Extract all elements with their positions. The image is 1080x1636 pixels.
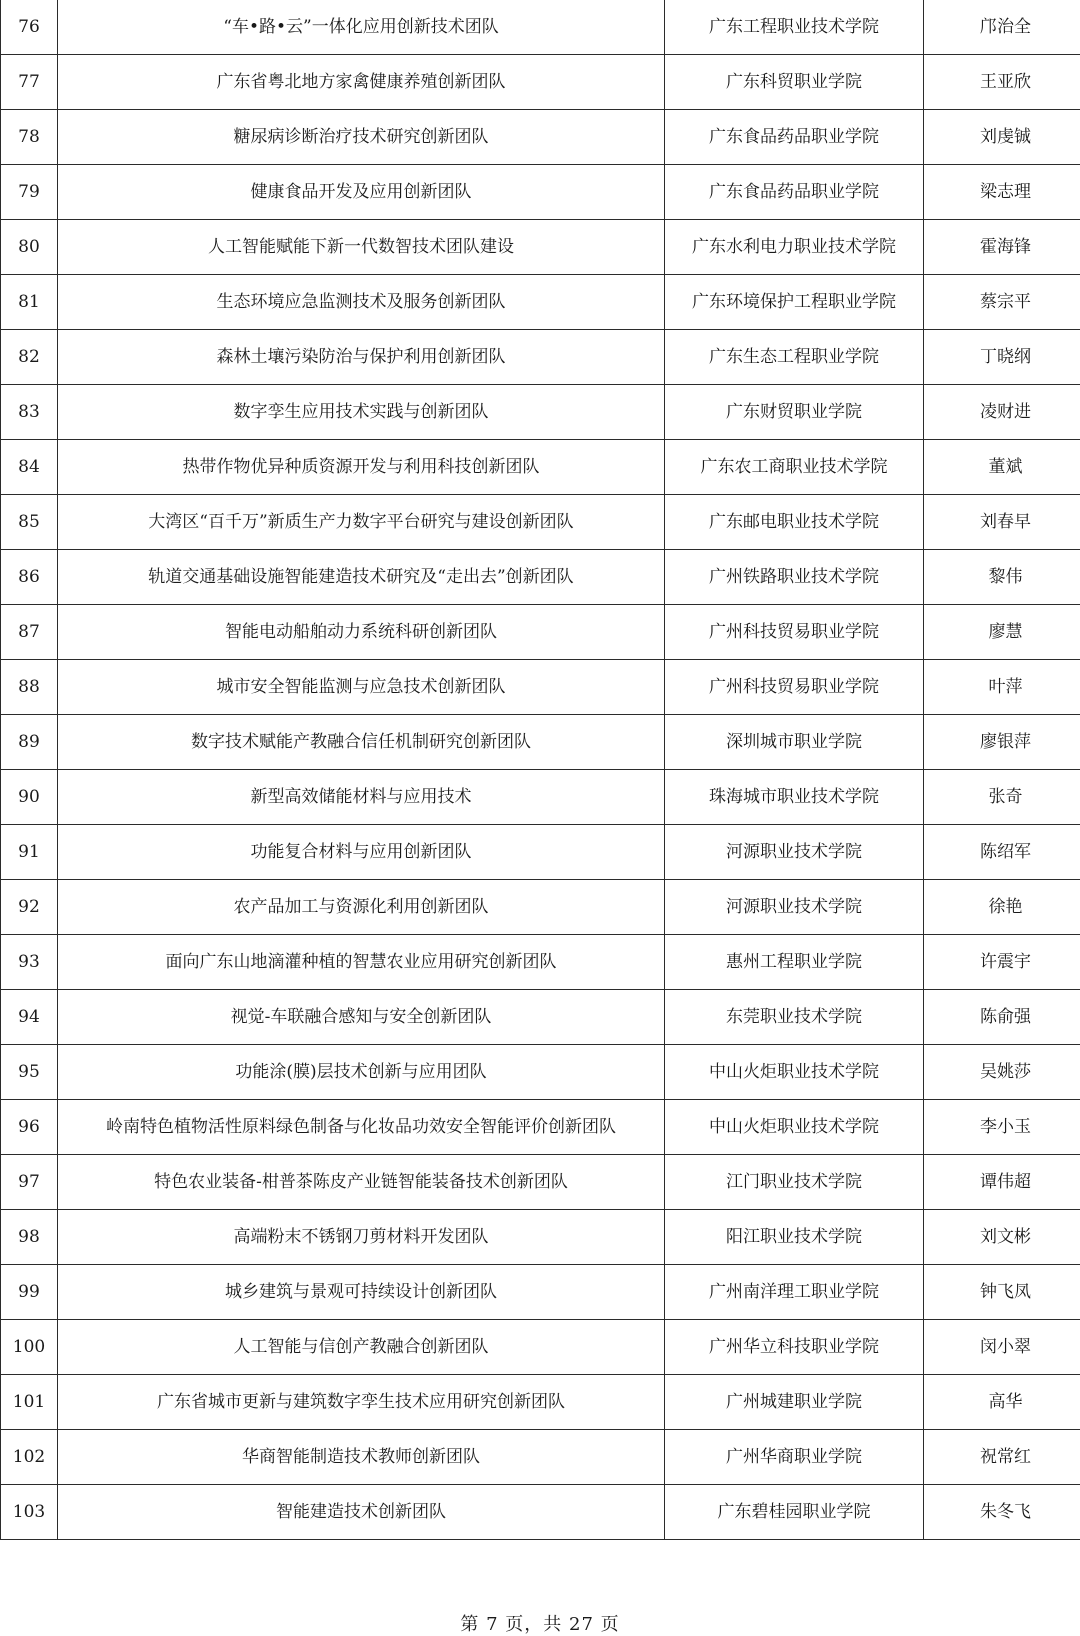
row-number: 81 [1, 275, 58, 330]
team-leader: 陈俞强 [924, 990, 1080, 1045]
school-name: 广东碧桂园职业学院 [665, 1485, 924, 1540]
team-name: 面向广东山地滴灌种植的智慧农业应用研究创新团队 [58, 935, 665, 990]
team-leader: 廖慧 [924, 605, 1080, 660]
team-leader: 张奇 [924, 770, 1080, 825]
team-leader: 梁志理 [924, 165, 1080, 220]
row-number: 89 [1, 715, 58, 770]
school-name: 中山火炬职业技术学院 [665, 1100, 924, 1155]
school-name: 广州科技贸易职业学院 [665, 605, 924, 660]
table-row [1, 1210, 1080, 1265]
team-name: 轨道交通基础设施智能建造技术研究及“走出去”创新团队 [58, 550, 665, 605]
row-number: 77 [1, 55, 58, 110]
row-number: 101 [1, 1375, 58, 1430]
team-leader: 叶萍 [924, 660, 1080, 715]
team-roster-body [1, 0, 1080, 1540]
school-name: 广州南洋理工职业学院 [665, 1265, 924, 1320]
team-name: 生态环境应急监测技术及服务创新团队 [58, 275, 665, 330]
team-name: 农产品加工与资源化利用创新团队 [58, 880, 665, 935]
team-leader: 王亚欣 [924, 55, 1080, 110]
team-leader: 吴姚莎 [924, 1045, 1080, 1100]
row-number: 87 [1, 605, 58, 660]
school-name: 广东环境保护工程职业学院 [665, 275, 924, 330]
team-name: 人工智能赋能下新一代数智技术团队建设 [58, 220, 665, 275]
team-leader: 李小玉 [924, 1100, 1080, 1155]
school-name: 珠海城市职业技术学院 [665, 770, 924, 825]
table-row [1, 1155, 1080, 1210]
table-row [1, 770, 1080, 825]
team-name: 大湾区“百千万”新质生产力数字平台研究与建设创新团队 [58, 495, 665, 550]
team-name: 广东省粤北地方家禽健康养殖创新团队 [58, 55, 665, 110]
row-number: 86 [1, 550, 58, 605]
table-row [1, 220, 1080, 275]
school-name: 广州华立科技职业学院 [665, 1320, 924, 1375]
school-name: 阳江职业技术学院 [665, 1210, 924, 1265]
school-name: 中山火炬职业技术学院 [665, 1045, 924, 1100]
table-row [1, 55, 1080, 110]
school-name: 广东财贸职业学院 [665, 385, 924, 440]
row-number: 98 [1, 1210, 58, 1265]
team-leader: 霍海锋 [924, 220, 1080, 275]
team-name: 数字技术赋能产教融合信任机制研究创新团队 [58, 715, 665, 770]
table-row [1, 0, 1080, 55]
team-name: 人工智能与信创产教融合创新团队 [58, 1320, 665, 1375]
team-leader: 徐艳 [924, 880, 1080, 935]
team-name: 热带作物优异种质资源开发与利用科技创新团队 [58, 440, 665, 495]
school-name: 广东食品药品职业学院 [665, 110, 924, 165]
team-leader: 高华 [924, 1375, 1080, 1430]
school-name: 深圳城市职业学院 [665, 715, 924, 770]
school-name: 广东水利电力职业技术学院 [665, 220, 924, 275]
team-name: “车•路•云”一体化应用创新技术团队 [58, 0, 665, 55]
table-row [1, 660, 1080, 715]
team-name: 健康食品开发及应用创新团队 [58, 165, 665, 220]
table-row [1, 165, 1080, 220]
team-leader: 钟飞凤 [924, 1265, 1080, 1320]
team-leader: 闵小翠 [924, 1320, 1080, 1375]
table-row [1, 1430, 1080, 1485]
table-row [1, 110, 1080, 165]
table-row [1, 385, 1080, 440]
team-leader: 廖银萍 [924, 715, 1080, 770]
row-number: 85 [1, 495, 58, 550]
team-leader: 丁晓纲 [924, 330, 1080, 385]
team-name: 智能电动船舶动力系统科研创新团队 [58, 605, 665, 660]
row-number: 80 [1, 220, 58, 275]
table-row [1, 1375, 1080, 1430]
table-row [1, 605, 1080, 660]
row-number: 76 [1, 0, 58, 55]
table-row [1, 825, 1080, 880]
school-name: 广州城建职业学院 [665, 1375, 924, 1430]
team-name: 高端粉末不锈钢刀剪材料开发团队 [58, 1210, 665, 1265]
table-row [1, 990, 1080, 1045]
team-leader: 祝常红 [924, 1430, 1080, 1485]
school-name: 东莞职业技术学院 [665, 990, 924, 1045]
team-leader: 陈绍军 [924, 825, 1080, 880]
row-number: 102 [1, 1430, 58, 1485]
row-number: 88 [1, 660, 58, 715]
team-name: 视觉-车联融合感知与安全创新团队 [58, 990, 665, 1045]
table-row [1, 1485, 1080, 1540]
team-name: 数字孪生应用技术实践与创新团队 [58, 385, 665, 440]
school-name: 广东科贸职业学院 [665, 55, 924, 110]
team-name: 森林土壤污染防治与保护利用创新团队 [58, 330, 665, 385]
team-leader: 蔡宗平 [924, 275, 1080, 330]
school-name: 广东邮电职业技术学院 [665, 495, 924, 550]
row-number: 83 [1, 385, 58, 440]
school-name: 惠州工程职业学院 [665, 935, 924, 990]
page-footer: 第 7 页，共 27 页 [0, 1610, 1080, 1636]
table-row [1, 495, 1080, 550]
team-name: 功能涂(膜)层技术创新与应用团队 [58, 1045, 665, 1100]
team-name: 城乡建筑与景观可持续设计创新团队 [58, 1265, 665, 1320]
table-row [1, 715, 1080, 770]
team-name: 华商智能制造技术教师创新团队 [58, 1430, 665, 1485]
row-number: 100 [1, 1320, 58, 1375]
school-name: 广州华商职业学院 [665, 1430, 924, 1485]
row-number: 103 [1, 1485, 58, 1540]
team-name: 新型高效储能材料与应用技术 [58, 770, 665, 825]
row-number: 94 [1, 990, 58, 1045]
row-number: 96 [1, 1100, 58, 1155]
team-name: 特色农业装备-柑普茶陈皮产业链智能装备技术创新团队 [58, 1155, 665, 1210]
team-name: 糖尿病诊断治疗技术研究创新团队 [58, 110, 665, 165]
table-row [1, 935, 1080, 990]
school-name: 广东食品药品职业学院 [665, 165, 924, 220]
school-name: 河源职业技术学院 [665, 880, 924, 935]
row-number: 91 [1, 825, 58, 880]
team-leader: 黎伟 [924, 550, 1080, 605]
team-name: 城市安全智能监测与应急技术创新团队 [58, 660, 665, 715]
school-name: 广州科技贸易职业学院 [665, 660, 924, 715]
row-number: 93 [1, 935, 58, 990]
team-leader: 谭伟超 [924, 1155, 1080, 1210]
table-row [1, 1320, 1080, 1375]
school-name: 广东农工商职业技术学院 [665, 440, 924, 495]
school-name: 江门职业技术学院 [665, 1155, 924, 1210]
row-number: 90 [1, 770, 58, 825]
team-name: 岭南特色植物活性原料绿色制备与化妆品功效安全智能评价创新团队 [58, 1100, 665, 1155]
table-row [1, 1100, 1080, 1155]
table-row [1, 275, 1080, 330]
table-row [1, 1265, 1080, 1320]
team-leader: 许震宇 [924, 935, 1080, 990]
team-leader: 刘文彬 [924, 1210, 1080, 1265]
team-leader: 刘虔铖 [924, 110, 1080, 165]
table-row [1, 1045, 1080, 1100]
table-row [1, 440, 1080, 495]
row-number: 78 [1, 110, 58, 165]
team-leader: 朱冬飞 [924, 1485, 1080, 1540]
school-name: 广州铁路职业技术学院 [665, 550, 924, 605]
team-leader: 刘春早 [924, 495, 1080, 550]
row-number: 99 [1, 1265, 58, 1320]
row-number: 84 [1, 440, 58, 495]
row-number: 92 [1, 880, 58, 935]
row-number: 82 [1, 330, 58, 385]
table-row [1, 880, 1080, 935]
team-leader: 董斌 [924, 440, 1080, 495]
team-leader: 邝治全 [924, 0, 1080, 55]
team-name: 智能建造技术创新团队 [58, 1485, 665, 1540]
row-number: 97 [1, 1155, 58, 1210]
row-number: 79 [1, 165, 58, 220]
school-name: 广东生态工程职业学院 [665, 330, 924, 385]
table-row [1, 330, 1080, 385]
table-row [1, 550, 1080, 605]
team-leader: 凌财进 [924, 385, 1080, 440]
school-name: 广东工程职业技术学院 [665, 0, 924, 55]
school-name: 河源职业技术学院 [665, 825, 924, 880]
row-number: 95 [1, 1045, 58, 1100]
team-name: 广东省城市更新与建筑数字孪生技术应用研究创新团队 [58, 1375, 665, 1430]
team-name: 功能复合材料与应用创新团队 [58, 825, 665, 880]
